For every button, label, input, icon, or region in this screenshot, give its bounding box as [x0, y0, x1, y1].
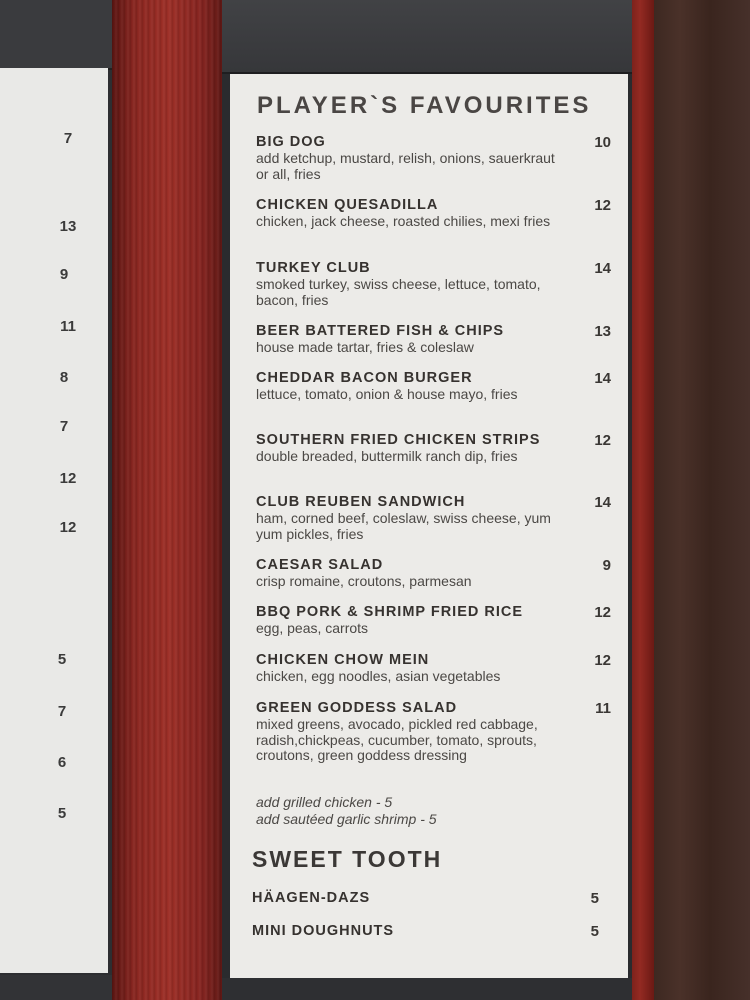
menu-item: [256, 370, 611, 403]
item-name: MINI DOUGHNUTS: [252, 923, 395, 939]
item-description: house made tartar, fries & coleslaw: [256, 339, 474, 355]
menu-item: [256, 260, 611, 308]
item-name: BIG DOG: [256, 134, 326, 150]
menu-item: [256, 494, 611, 542]
left-menu-bottom-band: [0, 975, 116, 1000]
item-description: crisp romaine, croutons, parmesan: [256, 573, 472, 589]
item-description: mixed greens, avocado, pickled red cabbage, radish,chickpeas, cucumber, tomato, sprouts, croutons, green goddess dressing: [256, 716, 538, 763]
item-price: 14: [594, 494, 611, 511]
item-name: CLUB REUBEN SANDWICH: [256, 494, 466, 510]
item-price: 10: [594, 134, 611, 151]
item-description: ham, corned beef, coleslaw, swiss cheese, yum yum pickles, fries: [256, 510, 551, 542]
menu-item: [256, 197, 611, 230]
item-price: 14: [594, 370, 611, 387]
item-description: egg, peas, carrots: [256, 620, 369, 636]
item-price: 5: [590, 923, 600, 940]
item-name: GREEN GODDESS SALAD: [256, 700, 458, 716]
menu-item: [256, 323, 611, 356]
menu-item: [256, 432, 611, 465]
left-price: 12: [59, 470, 77, 487]
item-name: CHICKEN CHOW MEIN: [256, 652, 430, 668]
section-title-players-favourites: PLAYER`S FAVOURITES: [257, 92, 592, 119]
item-price: 12: [594, 432, 611, 449]
item-price: 11: [595, 700, 611, 717]
left-price: 7: [57, 703, 67, 720]
menu-item: [256, 557, 611, 590]
item-name: BBQ PORK & SHRIMP FRIED RICE: [256, 604, 524, 620]
menu-item: [256, 700, 611, 764]
left-menu-page: [0, 68, 108, 973]
menu-item: [256, 652, 611, 685]
left-price: 6: [57, 754, 67, 771]
item-description: lettuce, tomato, onion & house mayo, fries: [256, 386, 518, 402]
left-price: 5: [57, 651, 67, 668]
item-description: chicken, egg noodles, asian vegetables: [256, 668, 501, 684]
item-name: SOUTHERN FRIED CHICKEN STRIPS: [256, 432, 541, 448]
red-binding-spine: [112, 0, 224, 1000]
item-name: HÄAGEN-DAZS: [252, 890, 371, 906]
item-price: 12: [594, 197, 611, 214]
left-menu-top-band: [0, 0, 116, 70]
dessert-item: [252, 923, 600, 939]
item-price: 14: [594, 260, 611, 277]
wooden-table: [650, 0, 750, 1000]
item-name: BEER BATTERED FISH & CHIPS: [256, 323, 505, 339]
menu-item: [256, 604, 611, 637]
item-description: add ketchup, mustard, relish, onions, sauerkraut or all, fries: [256, 150, 555, 182]
dessert-item: [252, 890, 600, 906]
item-name: CAESAR SALAD: [256, 557, 384, 573]
left-price: 8: [59, 369, 69, 386]
left-price: 12: [59, 519, 77, 536]
left-price: 7: [63, 130, 73, 147]
left-price: 11: [60, 318, 76, 335]
right-menu-bottom-band: [222, 978, 632, 1000]
left-price: 7: [59, 418, 69, 435]
item-price: 12: [594, 604, 611, 621]
right-menu-top-band: [222, 0, 632, 74]
left-price: 13: [59, 218, 77, 235]
item-description: smoked turkey, swiss cheese, lettuce, tomato, bacon, fries: [256, 276, 541, 308]
addon-garlic-shrimp: add sautéed garlic shrimp - 5: [256, 811, 437, 827]
left-price: 5: [57, 805, 67, 822]
item-description: chicken, jack cheese, roasted chilies, mexi fries: [256, 213, 551, 229]
menu-item: [256, 134, 611, 182]
item-price: 13: [594, 323, 611, 340]
menu-page: [230, 74, 628, 978]
left-price: 9: [59, 266, 69, 283]
item-name: TURKEY CLUB: [256, 260, 371, 276]
addon-grilled-chicken: add grilled chicken - 5: [256, 794, 393, 810]
item-description: double breaded, buttermilk ranch dip, fries: [256, 448, 518, 464]
section-title-sweet-tooth: SWEET TOOTH: [252, 846, 443, 872]
item-name: CHEDDAR BACON BURGER: [256, 370, 473, 386]
item-name: CHICKEN QUESADILLA: [256, 197, 439, 213]
item-price: 12: [594, 652, 611, 669]
item-price: 9: [602, 557, 611, 574]
item-price: 5: [590, 890, 600, 907]
